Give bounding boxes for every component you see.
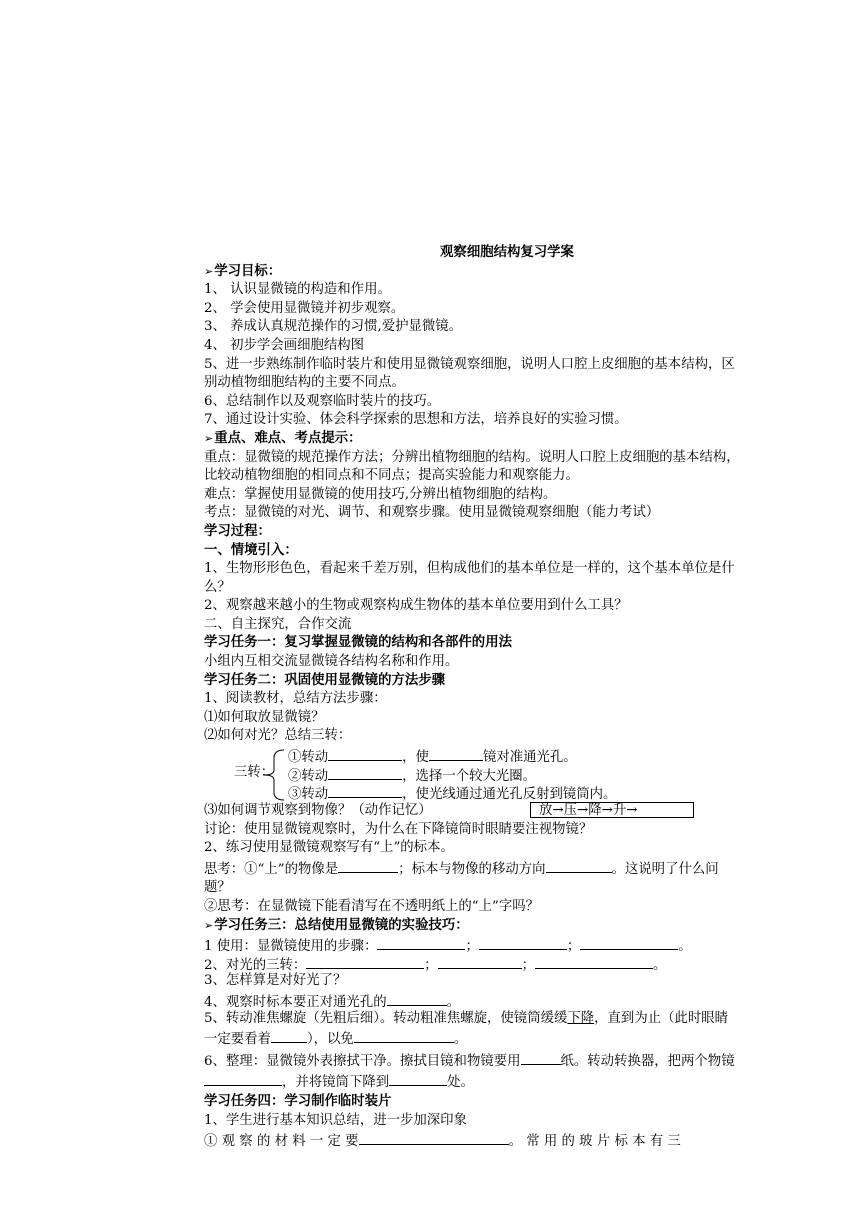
key-difficulty: 难点：掌握使用显微镜的使用技巧,分辨出植物细胞的结构。 xyxy=(204,486,557,502)
task-2-sub-a: ⑴如何取放显微镜？ xyxy=(204,709,325,725)
blank[interactable] xyxy=(328,783,402,798)
blank[interactable] xyxy=(580,935,678,950)
blank[interactable] xyxy=(204,1071,282,1086)
task-1-desc: 小组内互相交流显微镜各结构名称和作用。 xyxy=(204,654,459,670)
task-2-sub-b: ⑵如何对光？总结三转： xyxy=(204,728,352,744)
objective-item: 2、 学会使用显微镜并初步观察。 xyxy=(204,300,405,316)
arrow-bullet-icon: ➢ xyxy=(204,264,214,278)
blank[interactable] xyxy=(338,858,398,873)
memory-box: 放→压→降→升→ xyxy=(530,802,694,818)
task-4-item-1: 1、学生进行基本知识总结，进一步加深印象 xyxy=(204,1112,467,1128)
blank[interactable] xyxy=(306,954,424,969)
blank[interactable] xyxy=(521,1050,561,1065)
task-2-step: 1、阅读教材，总结方法步骤： xyxy=(204,691,387,707)
task-2-step-2: 2、练习使用显微镜观察写有“上”的标本。 xyxy=(204,840,454,856)
blank[interactable] xyxy=(389,1071,447,1086)
arrow-bullet-icon: ➢ xyxy=(204,918,214,932)
blank[interactable] xyxy=(328,746,402,761)
keypoints-heading: ➢重点、难点、考点提示： xyxy=(204,430,362,446)
task-3-item-4: 4、观察时标本要正对通光孔的 。 xyxy=(204,991,740,1010)
turn-row-1: ①转动 ，使 镜对准通光孔。 xyxy=(288,746,577,768)
task-2-sub-c: ⑶如何调节观察到物像？（动作记忆） 放→压→降→升→ xyxy=(204,802,740,821)
blank[interactable] xyxy=(359,1130,509,1145)
objective-item: 4、 初步学会画细胞结构图 xyxy=(204,337,365,353)
section-2-heading: 二、自主探究，合作交流 xyxy=(204,616,352,632)
question-2: 2、观察越来越小的生物或观察构成生物体的基本单位要用到什么工具？ xyxy=(204,598,628,614)
think-1: 思考：①“上”的物像是 ；标本与物像的移动方向 。这说明了什么问题？ xyxy=(204,858,740,898)
blank[interactable] xyxy=(328,765,402,780)
three-turns-label: 三转： xyxy=(234,765,275,781)
turn-row-2: ②转动 ，选择一个较大光圈。 xyxy=(288,765,536,787)
objective-item: 3、 养成认真规范操作的习惯,爱护显微镜。 xyxy=(204,319,463,335)
task-3-item-3: 3、怎样算是对好光了？ xyxy=(204,973,347,989)
page-title: 观察细胞结构复习学案 xyxy=(440,245,574,260)
blank[interactable] xyxy=(479,935,567,950)
task-4-heading: 学习任务四：学习制作临时装片 xyxy=(204,1093,392,1109)
objective-item: 6、总结制作以及观察临时装片的技巧。 xyxy=(204,393,441,409)
blank[interactable] xyxy=(438,954,522,969)
three-turns-block xyxy=(204,746,740,802)
task-1-heading: 学习任务一：复习掌握显微镜的结构和各部件的用法 xyxy=(204,635,512,651)
discussion: 讨论：使用显微镜观察时，为什么在下降镜筒时眼睛要注视物镜？ xyxy=(204,821,593,837)
section-1-heading: 一、情境引入： xyxy=(204,542,298,558)
task-3-item-1: 1 使用：显微镜使用的步骤： ； ； 。 xyxy=(204,935,740,954)
blank[interactable] xyxy=(354,1028,454,1043)
task-3-item-2: 2、对光的三转： ； ； 。 xyxy=(204,954,740,973)
key-exam: 考点：显微镜的对光、调节、和观察步骤。使用显微镜观察细胞（能力考试） xyxy=(204,505,660,521)
brace-icon xyxy=(260,748,286,802)
blank[interactable] xyxy=(429,746,483,761)
blank[interactable] xyxy=(387,991,447,1006)
task-2-heading: 学习任务二：巩固使用显微镜的方法步骤 xyxy=(204,672,446,688)
blank[interactable] xyxy=(546,858,612,873)
task-3-item-5: 5、转动准焦螺旋（先粗后细）。转动粗准焦螺旋，使镜筒缓缓下降，直到为止（此时眼睛一定要看着 ），以免 。 xyxy=(204,1010,729,1048)
think-2: ②思考：在显微镜下能看清写在不透明纸上的“上”字吗？ xyxy=(204,899,540,914)
blank[interactable] xyxy=(535,954,653,969)
key-focus: 重点：显微镜的规范操作方法；分辨出植物细胞的结构。说明人口腔上皮细胞的基本结构，比较动植物细胞的相同点和不同点；提高实验能力和观察能力。 xyxy=(204,449,740,484)
arrow-bullet-icon: ➢ xyxy=(204,431,214,445)
task-3-item-6: 6、整理：显微镜外表擦拭干净。擦拭目镜和物镜要用 纸。转动转换器，把两个物镜，并将镜筒下降到 处。 xyxy=(204,1050,740,1093)
worksheet xyxy=(204,244,740,1149)
turn-row-3: ③转动 ，使光线通过通光孔反射到镜筒内。 xyxy=(288,783,616,805)
task-3-heading: ➢学习任务三：总结使用显微镜的实验技巧： xyxy=(204,917,469,933)
objective-item: 5、进一步熟练制作临时装片和使用显微镜观察细胞，说明人口腔上皮细胞的基本结构，区别动植物细胞结构的主要不同点。 xyxy=(204,356,735,391)
blank[interactable] xyxy=(271,1028,307,1043)
process-heading: 学习过程： xyxy=(204,523,271,539)
blank[interactable] xyxy=(377,935,465,950)
objective-item: 7、通过设计实验、体会科学探索的思想和方法，培养良好的实验习惯。 xyxy=(204,412,628,428)
question-1: 1、生物形形色色，看起来千差万别，但构成他们的基本单位是一样的，这个基本单位是什么？ xyxy=(204,561,735,595)
objectives-heading: ➢学习目标： xyxy=(204,263,282,279)
objective-item: 1、 认识显微镜的构造和作用。 xyxy=(204,282,391,298)
task-4-item-2: ① 观 察 的 材 料 一 定 要 。 常 用 的 玻 片 标 本 有 三 xyxy=(204,1130,740,1149)
